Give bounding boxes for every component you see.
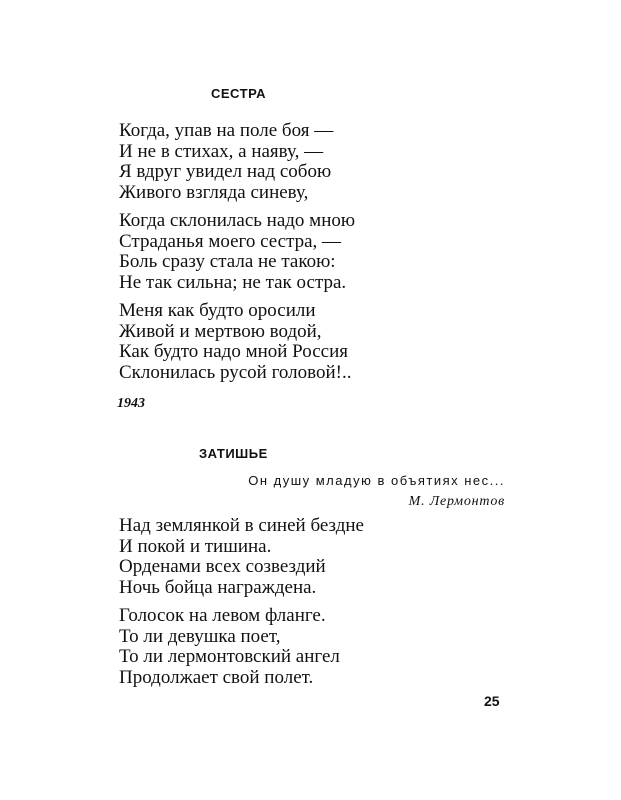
verse-line: Живой и мертвою водой, xyxy=(119,320,322,342)
verse-line: Ночь бойца награждена. xyxy=(119,576,317,598)
page-number: 25 xyxy=(484,693,500,709)
verse-line: Голосок на левом фланге. xyxy=(119,605,326,626)
verse-line: Как будто надо мной Россия xyxy=(119,341,349,362)
verse-line: Боль сразу стала не такою: xyxy=(119,251,336,272)
stanza xyxy=(119,211,355,293)
stanza xyxy=(119,606,340,688)
verse-line: Склонилась русой головой!.. xyxy=(119,361,352,383)
verse-line: Орденами всех созвездий xyxy=(119,556,326,577)
epigraph-author: М. Лермонтов xyxy=(408,494,505,509)
verse-line: То ли девушка поет, xyxy=(119,625,281,647)
epigraph-text: Он душу младую в объятиях нес... xyxy=(248,473,505,488)
poem-date: 1943 xyxy=(117,396,145,411)
poem-title-sestra: СЕСТРА xyxy=(211,86,266,101)
verse-line: Когда, упав на поле боя — xyxy=(119,120,334,141)
poem-title-zatishye: ЗАТИШЬЕ xyxy=(199,446,268,461)
verse-line: И не в стихах, а наяву, — xyxy=(119,140,324,162)
verse-line: Я вдруг увидел над собою xyxy=(119,161,332,182)
epigraph xyxy=(248,470,505,512)
stanza xyxy=(119,121,333,203)
verse-line: Над землянкой в синей бездне xyxy=(119,515,364,536)
verse-line: Живого взгляда синеву, xyxy=(119,181,309,203)
verse-line: Когда склонилась надо мною xyxy=(119,210,356,231)
stanza xyxy=(119,301,351,383)
verse-line: Продолжает свой полет. xyxy=(119,666,314,688)
verse-line: Не так сильна; не так остра. xyxy=(119,271,347,293)
stanza xyxy=(119,516,364,598)
verse-line: Меня как будто оросили xyxy=(119,300,316,321)
verse-line: И покой и тишина. xyxy=(119,535,272,557)
verse-line: То ли лермонтовский ангел xyxy=(119,646,340,667)
verse-line: Страданья моего сестра, — xyxy=(119,230,342,252)
